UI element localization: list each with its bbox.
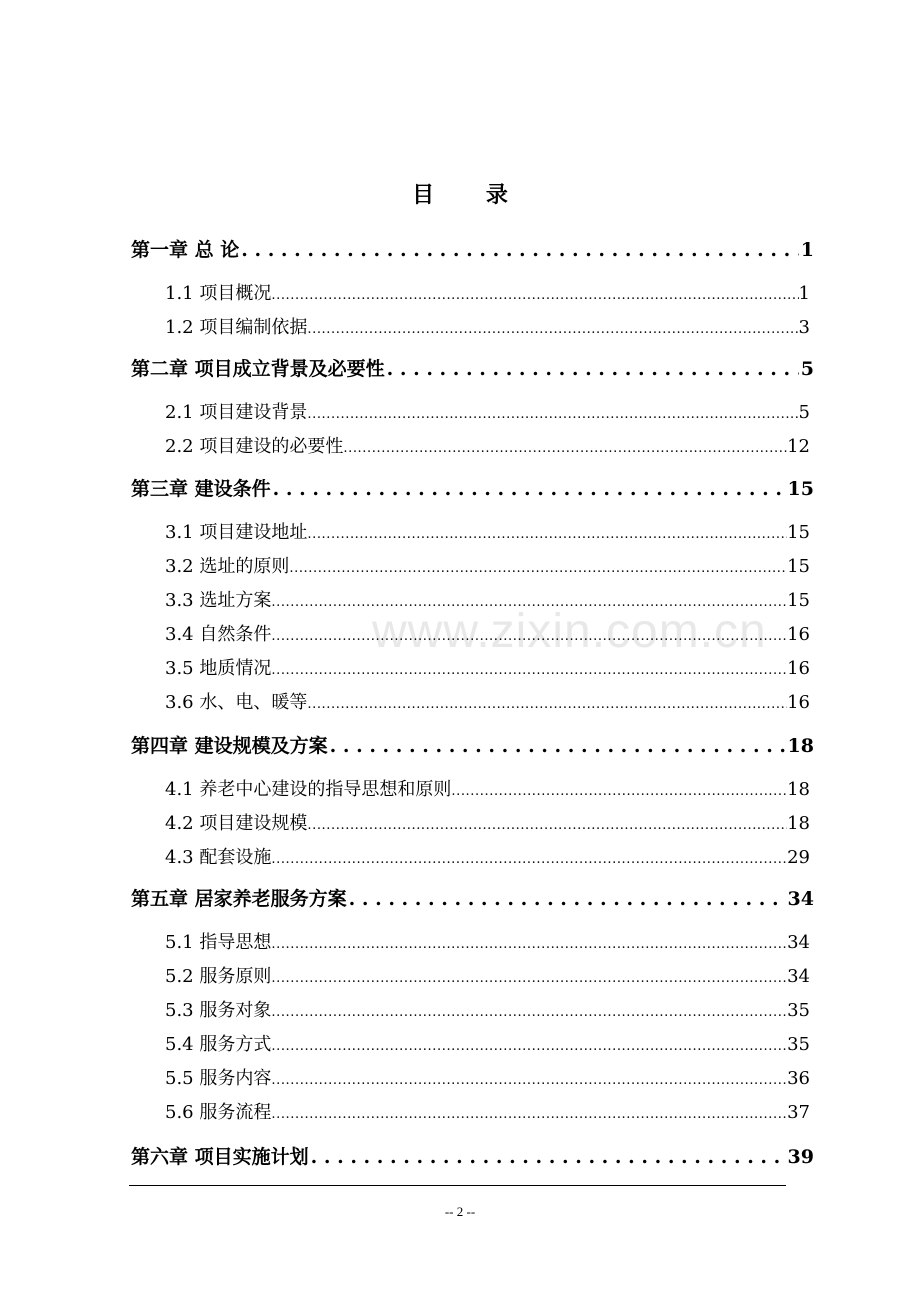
toc-entry-label: 4.2 项目建设规模 <box>165 813 308 834</box>
toc-entry-label: 1.1 项目概况 <box>165 283 272 304</box>
toc-section-entry[interactable] <box>165 843 810 869</box>
toc-entry-page-number: 18 <box>787 735 814 757</box>
toc-section-entry[interactable] <box>165 1030 810 1056</box>
toc-entry-label: 5.1 指导思想 <box>165 932 272 953</box>
toc-entry-label: 第二章 项目成立背景及必要性 <box>131 358 385 380</box>
toc-section-entry[interactable] <box>165 809 810 835</box>
toc-section-entry[interactable] <box>165 1064 810 1090</box>
toc-leader-dots <box>273 478 786 500</box>
toc-entry-label: 4.3 配套设施 <box>165 847 272 868</box>
toc-entry-label: 3.3 选址方案 <box>165 590 272 611</box>
toc-entry-page-number: 5 <box>798 402 810 423</box>
toc-leader-dots <box>241 239 799 261</box>
toc-entry-page-number: 15 <box>787 478 814 500</box>
toc-chapter-entry[interactable] <box>131 235 814 262</box>
toc-entry-label: 4.1 养老中心建设的指导思想和原则 <box>165 779 452 800</box>
watermark: www.zixin.com.cn <box>372 605 767 658</box>
toc-entry-page-number: 1 <box>798 283 810 304</box>
toc-entry-label: 3.2 选址的原则 <box>165 556 290 577</box>
toc-entry-page-number: 16 <box>787 624 810 645</box>
toc-leader-dots <box>343 436 787 457</box>
toc-leader-dots <box>271 1000 787 1021</box>
toc-entry-label: 第六章 项目实施计划 <box>131 1146 309 1168</box>
toc-leader-dots <box>451 779 787 800</box>
toc-leader-dots <box>271 1034 787 1055</box>
toc-section-entry[interactable] <box>165 996 810 1022</box>
toc-leader-dots <box>349 888 786 910</box>
toc-section-entry[interactable] <box>165 775 810 801</box>
toc-entry-label: 3.5 地质情况 <box>165 658 272 679</box>
toc-section-entry[interactable] <box>165 398 810 424</box>
toc-leader-dots <box>271 847 787 868</box>
toc-entry-label: 第三章 建设条件 <box>131 478 271 500</box>
toc-leader-dots <box>387 358 799 380</box>
footer-divider <box>129 1185 786 1186</box>
toc-entry-label: 5.5 服务内容 <box>165 1068 272 1089</box>
toc-entry-label: 3.4 自然条件 <box>165 624 272 645</box>
toc-entry-page-number: 18 <box>787 813 810 834</box>
toc-chapter-entry[interactable] <box>131 731 814 758</box>
toc-chapter-entry[interactable] <box>131 354 814 381</box>
toc-entry-label: 5.4 服务方式 <box>165 1034 272 1055</box>
toc-section-entry[interactable] <box>165 962 810 988</box>
page-title: 目 录 <box>412 182 530 208</box>
toc-entry-page-number: 34 <box>787 932 810 953</box>
toc-section-entry[interactable] <box>165 313 810 339</box>
toc-leader-dots <box>271 624 787 645</box>
toc-chapter-entry[interactable] <box>131 474 814 501</box>
footer-page-number: -- 2 -- <box>444 1204 476 1219</box>
toc-entry-page-number: 35 <box>787 1000 810 1021</box>
toc-entry-page-number: 29 <box>787 847 810 868</box>
toc-entry-page-number: 35 <box>787 1034 810 1055</box>
toc-section-entry[interactable] <box>165 688 810 714</box>
toc-entry-page-number: 34 <box>787 888 814 910</box>
toc-entry-page-number: 37 <box>787 1102 810 1123</box>
toc-section-entry[interactable] <box>165 1098 810 1124</box>
toc-entry-label: 5.2 服务原则 <box>165 966 272 987</box>
toc-entry-page-number: 34 <box>787 966 810 987</box>
toc-entry-label: 第五章 居家养老服务方案 <box>131 888 347 910</box>
toc-section-entry[interactable] <box>165 620 810 646</box>
toc-leader-dots <box>307 402 798 423</box>
toc-entry-page-number: 3 <box>798 317 810 338</box>
toc-entry-page-number: 16 <box>787 658 810 679</box>
toc-leader-dots <box>311 1146 786 1168</box>
toc-leader-dots <box>271 966 787 987</box>
toc-entry-page-number: 12 <box>787 436 810 457</box>
toc-section-entry[interactable] <box>165 928 810 954</box>
toc-leader-dots <box>271 932 787 953</box>
toc-entry-label: 3.1 项目建设地址 <box>165 522 308 543</box>
toc-entry-page-number: 15 <box>787 556 810 577</box>
toc-entry-page-number: 18 <box>787 779 810 800</box>
toc-entry-label: 3.6 水、电、暖等 <box>165 692 308 713</box>
toc-entry-page-number: 36 <box>787 1068 810 1089</box>
toc-leader-dots <box>289 556 787 577</box>
toc-entry-label: 5.6 服务流程 <box>165 1102 272 1123</box>
toc-entry-label: 第四章 建设规模及方案 <box>131 735 328 757</box>
toc-section-entry[interactable] <box>165 586 810 612</box>
toc-entry-label: 第一章 总 论 <box>131 239 240 261</box>
toc-section-entry[interactable] <box>165 279 810 305</box>
toc-entry-page-number: 15 <box>787 590 810 611</box>
toc-section-entry[interactable] <box>165 552 810 578</box>
toc-chapter-entry[interactable] <box>131 884 814 911</box>
toc-section-entry[interactable] <box>165 432 810 458</box>
toc-leader-dots <box>271 658 787 679</box>
toc-leader-dots <box>330 735 786 757</box>
toc-section-entry[interactable] <box>165 518 810 544</box>
toc-chapter-entry[interactable] <box>131 1142 814 1169</box>
toc-leader-dots <box>307 317 798 338</box>
toc-entry-page-number: 16 <box>787 692 810 713</box>
toc-leader-dots <box>307 522 787 543</box>
toc-entry-label: 5.3 服务对象 <box>165 1000 272 1021</box>
toc-entry-page-number: 15 <box>787 522 810 543</box>
toc-entry-page-number: 39 <box>787 1146 814 1168</box>
toc-leader-dots <box>271 1068 787 1089</box>
toc-entry-page-number: 5 <box>800 358 814 380</box>
toc-section-entry[interactable] <box>165 654 810 680</box>
toc-leader-dots <box>271 283 798 304</box>
toc-leader-dots <box>307 692 787 713</box>
toc-entry-label: 1.2 项目编制依据 <box>165 317 308 338</box>
toc-entry-label: 2.1 项目建设背景 <box>165 402 308 423</box>
toc-entry-page-number: 1 <box>800 239 814 261</box>
toc-leader-dots <box>307 813 787 834</box>
toc-leader-dots <box>271 1102 787 1123</box>
toc-leader-dots <box>271 590 787 611</box>
toc-entry-label: 2.2 项目建设的必要性 <box>165 436 344 457</box>
